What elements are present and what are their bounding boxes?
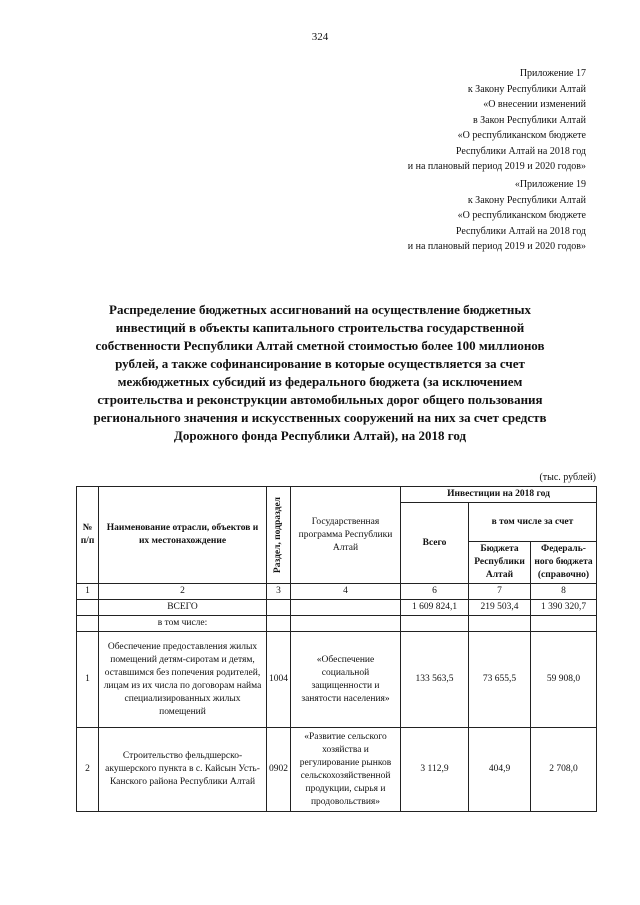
table-cell <box>77 616 99 632</box>
row-federal: 2 708,0 <box>531 728 597 812</box>
row-total: 133 563,5 <box>401 632 469 728</box>
column-number: 7 <box>469 584 531 600</box>
appendix-line: «О республиканском бюджете <box>457 130 586 141</box>
page-number: 324 <box>311 31 329 43</box>
row-regional: 73 655,5 <box>469 632 531 728</box>
table-cell <box>531 616 597 632</box>
appendix-line: Республики Алтай на 2018 год <box>455 145 586 157</box>
appendix-line: Республики Алтай на 2018 год <box>455 225 586 237</box>
header-name: Наименование отрасли, объектов и их местонахождение <box>99 487 267 584</box>
title-line: строительства и реконструкции автомобильных дорог общего пользования <box>97 392 543 407</box>
investment-table <box>76 486 597 812</box>
table-cell <box>401 616 469 632</box>
appendix-line: и на плановый период 2019 и 2020 годов» <box>407 161 586 172</box>
header-federal: Федераль-ного бюджета (справочно) <box>531 542 597 584</box>
appendix-line: Приложение 17 <box>519 68 586 79</box>
header-program: Государственная программа Республики Алтай <box>291 487 401 584</box>
appendix-19-reference <box>408 177 586 255</box>
appendix-line: и на плановый период 2019 и 2020 годов» <box>407 241 586 252</box>
table-row <box>77 728 597 812</box>
row-num: 1 <box>77 632 99 728</box>
table-cell <box>267 616 291 632</box>
column-number: 1 <box>77 584 99 600</box>
header-section: Раздел, подраздел <box>273 496 283 574</box>
total-sum: 1 609 824,1 <box>401 600 469 616</box>
table-cell <box>469 616 531 632</box>
title-line: межбюджетных субсидий из федерального бюджета (за исключением <box>117 374 523 389</box>
row-regional: 404,9 <box>469 728 531 812</box>
header-num: № п/п <box>77 487 99 584</box>
total-federal: 1 390 320,7 <box>531 600 597 616</box>
total-row <box>77 600 597 616</box>
document-title <box>78 301 562 445</box>
row-total: 3 112,9 <box>401 728 469 812</box>
column-number: 4 <box>291 584 401 600</box>
appendix-line: к Закону Республики Алтай <box>467 194 586 206</box>
title-line: инвестиций в объекты капитального строительства государственной <box>115 320 525 335</box>
table-cell <box>77 600 99 616</box>
title-line: регионального значения и искусственных сооружений на них за счет средств <box>93 410 547 425</box>
header-row <box>77 487 597 503</box>
row-num: 2 <box>77 728 99 812</box>
row-program: «Развитие сельского хозяйства и регулирование рынков сельскохозяйственной продукции, сырья и продовольствия» <box>291 728 401 812</box>
total-label: ВСЕГО <box>99 600 267 616</box>
table-cell <box>291 600 401 616</box>
appendix-line: в Закон Республики Алтай <box>472 114 586 126</box>
column-number: 2 <box>99 584 267 600</box>
header-section-cell <box>267 487 291 584</box>
column-number: 3 <box>267 584 291 600</box>
appendix-line: «О внесении изменений <box>483 99 586 110</box>
column-number-row <box>77 584 597 600</box>
appendix-line: «Приложение 19 <box>514 179 586 190</box>
row-section: 0902 <box>267 728 291 812</box>
including-row <box>77 616 597 632</box>
table-row <box>77 632 597 728</box>
title-line: рублей, а также софинансирование в которые осуществляется за счет <box>115 356 525 371</box>
row-federal: 59 908,0 <box>531 632 597 728</box>
row-name: Обеспечение предоставления жилых помещений детям-сиротам и детям, оставшимся без попечения родителей, лицам из их числа по договорам найма специализированных жилых помещений <box>99 632 267 728</box>
column-number: 8 <box>531 584 597 600</box>
table-cell <box>267 600 291 616</box>
header-including: в том числе за счет <box>469 503 597 542</box>
appendix-line: к Закону Республики Алтай <box>467 83 586 95</box>
row-program: «Обеспечение социальной защищенности и занятости населения» <box>291 632 401 728</box>
header-investments: Инвестиции на 2018 год <box>401 487 597 503</box>
appendix-line: «О республиканском бюджете <box>457 210 586 221</box>
header-regional: Бюджета Республики Алтай <box>469 542 531 584</box>
appendix-17-reference <box>408 66 586 175</box>
title-line: Дорожного фонда Республики Алтай), на 2018 год <box>173 428 467 443</box>
row-name: Строительство фельдшерско-акушерского пункта в с. Кайсын Усть-Канского района Республики Алтай <box>99 728 267 812</box>
row-section: 1004 <box>267 632 291 728</box>
including-label: в том числе: <box>99 616 267 632</box>
header-total: Всего <box>401 503 469 584</box>
title-line: собственности Республики Алтай сметной стоимостью более 100 миллионов <box>95 338 545 353</box>
units-label: (тыс. рублей) <box>539 472 596 483</box>
total-regional: 219 503,4 <box>469 600 531 616</box>
title-line: Распределение бюджетных ассигнований на осуществление бюджетных <box>109 302 531 317</box>
table-cell <box>291 616 401 632</box>
column-number: 6 <box>401 584 469 600</box>
